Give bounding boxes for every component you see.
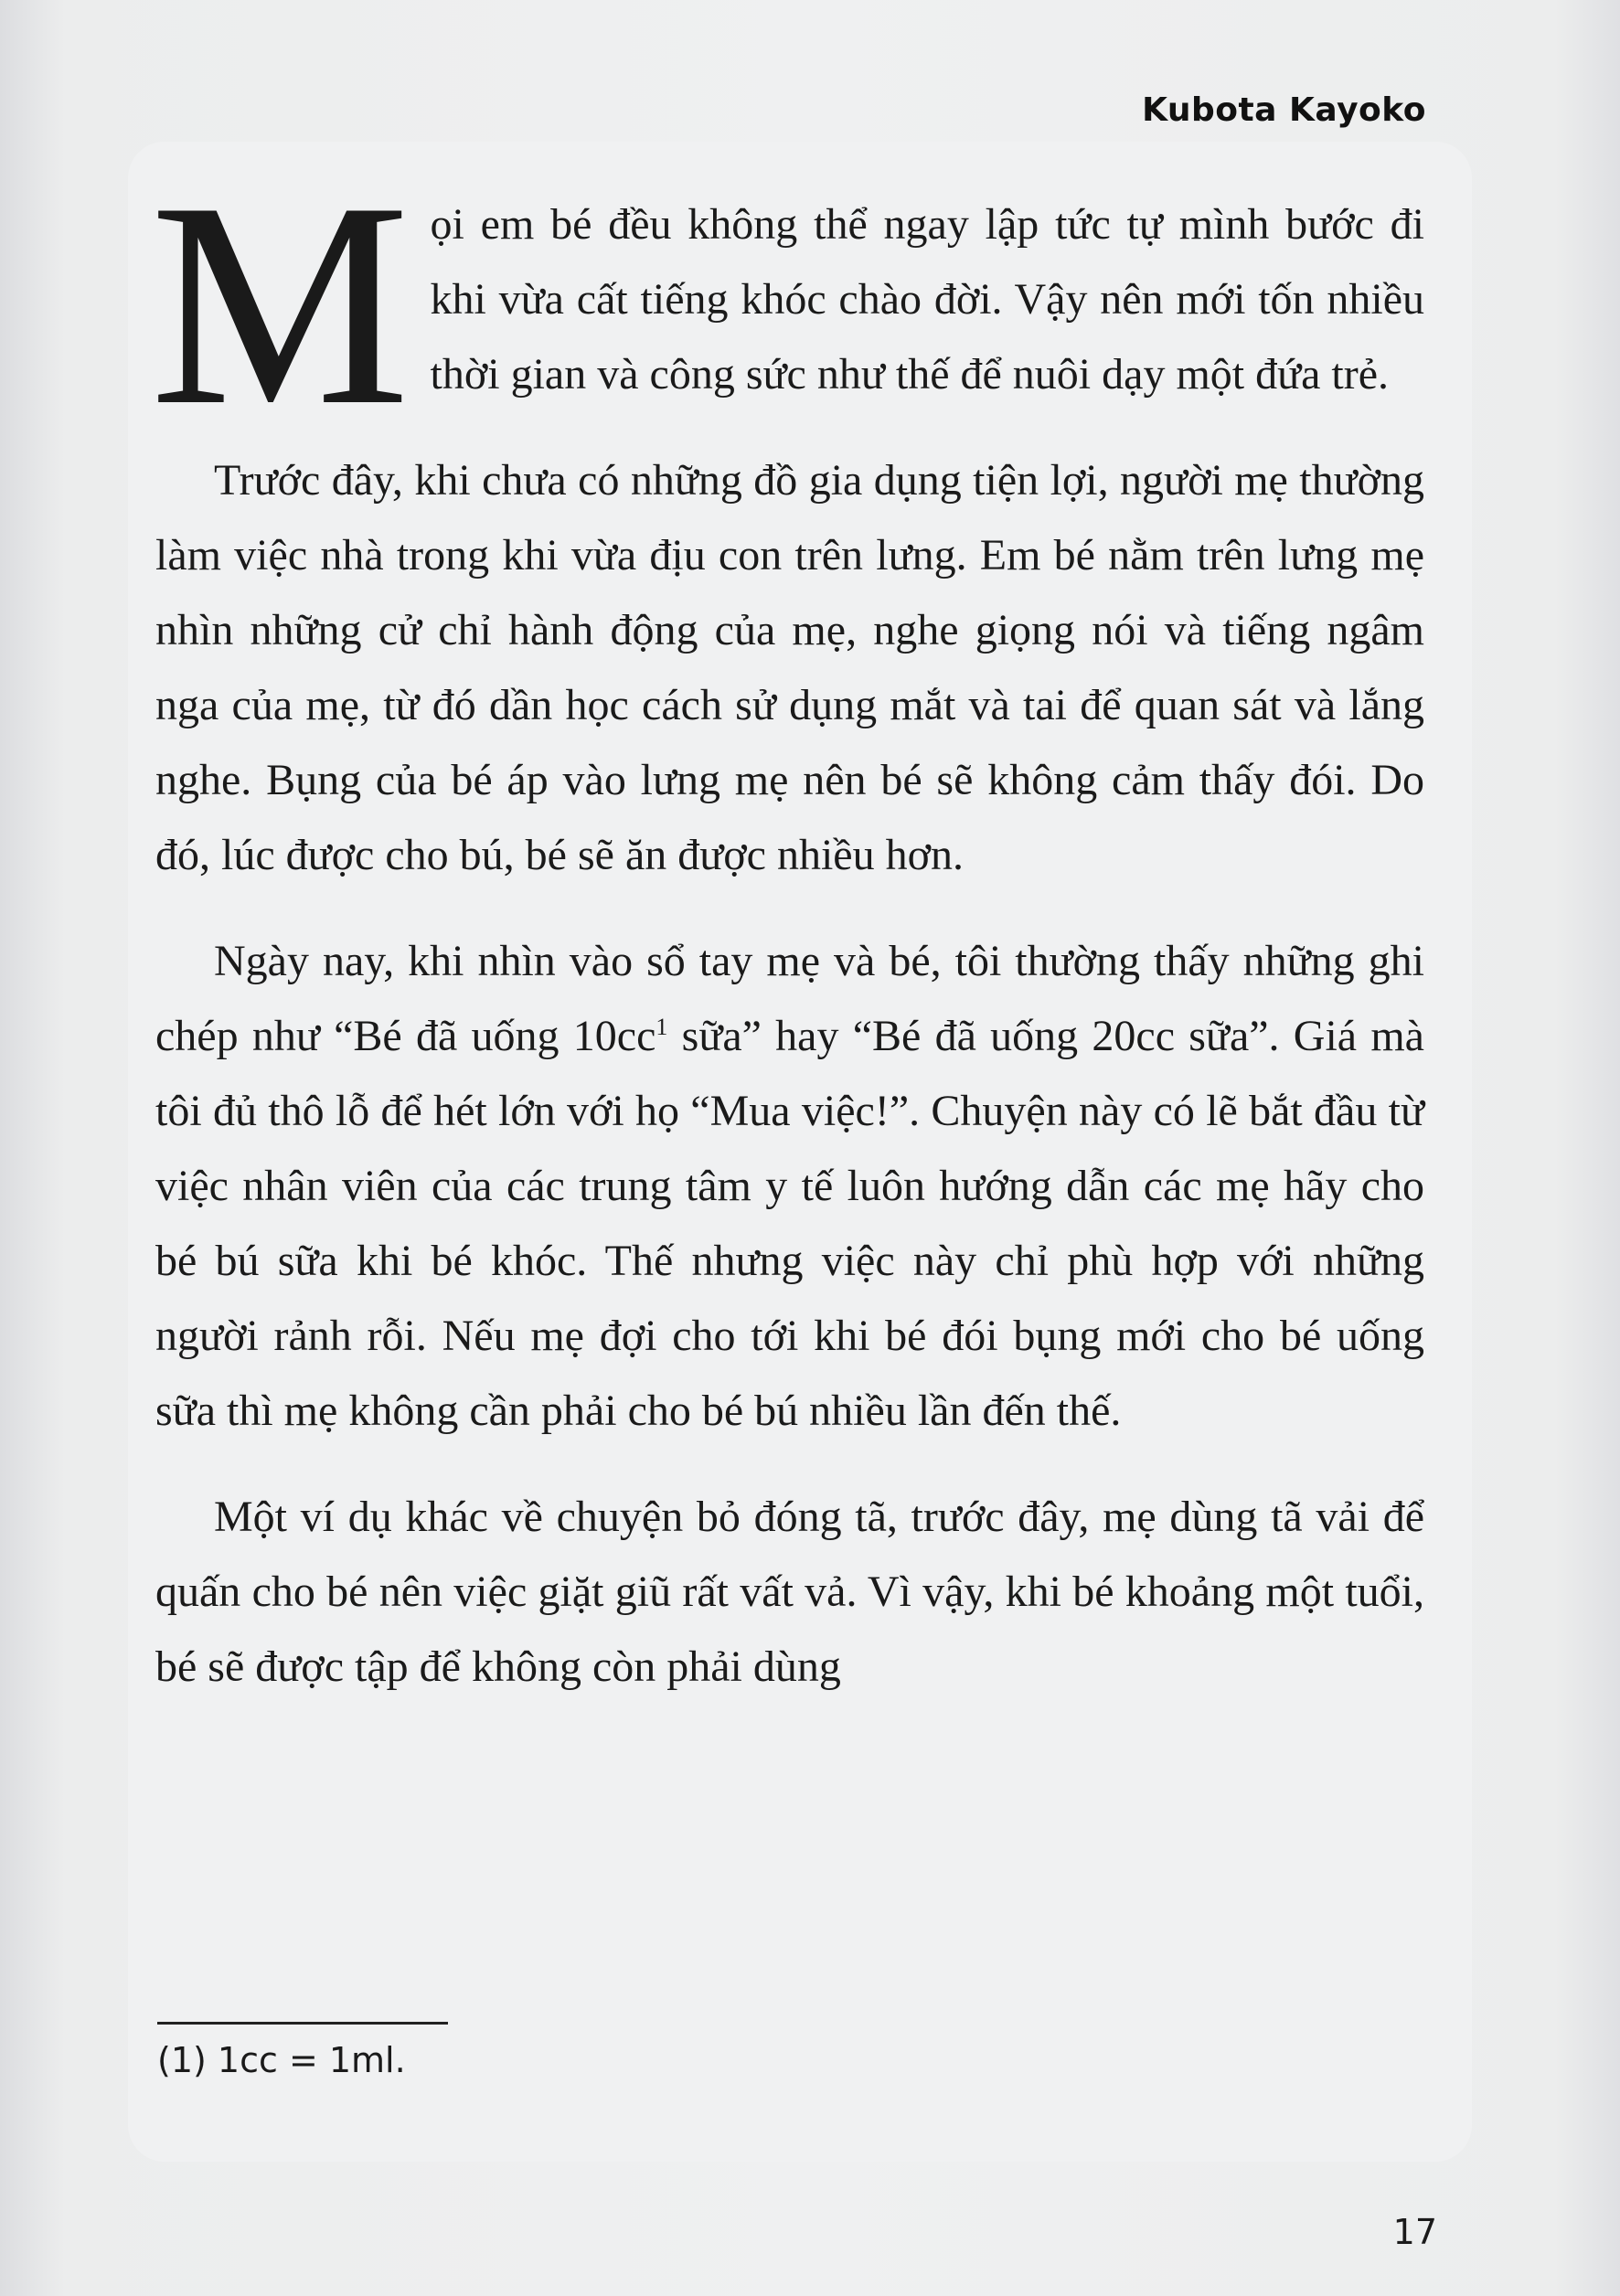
- drop-cap-letter: M: [150, 143, 410, 466]
- paragraph-3: [155, 924, 1424, 1449]
- footnote: (1) 1cc = 1ml.: [157, 2040, 406, 2080]
- paragraph-1-text: ọi em bé đều không thể ngay lập tức tự mình bước đi khi vừa cất tiếng khóc chào đời. Vậy nên mới tốn nhiều thời gian và công sức như thế để nuôi dạy một đứa trẻ.: [430, 200, 1424, 399]
- body-text: [150, 143, 1424, 1736]
- paragraph-3-text-start: Ngày nay, khi nhìn vào sổ tay mẹ và bé, tôi thường thấy những ghi chép như “Bé đã uống 10cc: [155, 937, 1424, 1060]
- paragraph-2: Trước đây, khi chưa có những đồ gia dụng tiện lợi, người mẹ thường làm việc nhà trong khi vừa địu con trên lưng. Em bé nằm trên lưng mẹ nhìn những cử chỉ hành động của mẹ, nghe giọng nói và tiếng ngâm nga của mẹ, từ đó dần học cách sử dụng mắt và tai để quan sát và lắng nghe. Bụng của bé áp vào lưng mẹ nên bé sẽ không cảm thấy đói. Do đó, lúc được cho bú, bé sẽ ăn được nhiều hơn.: [155, 456, 1424, 879]
- paragraph-4: Một ví dụ khác về chuyện bỏ đóng tã, trước đây, mẹ dùng tã vải để quấn cho bé nên việc giặt giũ rất vất vả. Vì vậy, khi bé khoảng một tuổi, bé sẽ được tập để không còn phải dùng: [155, 1493, 1424, 1691]
- running-header-author: Kubota Kayoko: [1142, 91, 1426, 129]
- paragraph-1: [150, 143, 1424, 466]
- footnote-reference: 1: [655, 1014, 668, 1040]
- page-number: 17: [1392, 2212, 1437, 2252]
- footnote-divider: [157, 2022, 448, 2025]
- paragraph-3-text-end: sữa” hay “Bé đã uống 20cc sữa”. Giá mà tôi đủ thô lỗ để hét lớn với họ “Mua việc!”. Chuyện này có lẽ bắt đầu từ việc nhân viên của các trung tâm y tế luôn hướng dẫn các mẹ hãy cho bé bú sữa khi bé khóc. Thế nhưng việc này chỉ phù hợp với những người rảnh rỗi. Nếu mẹ đợi cho tới khi bé đói bụng mới cho bé uống sữa thì mẹ không cần phải cho bé bú nhiều lần đến thế.: [155, 1012, 1424, 1435]
